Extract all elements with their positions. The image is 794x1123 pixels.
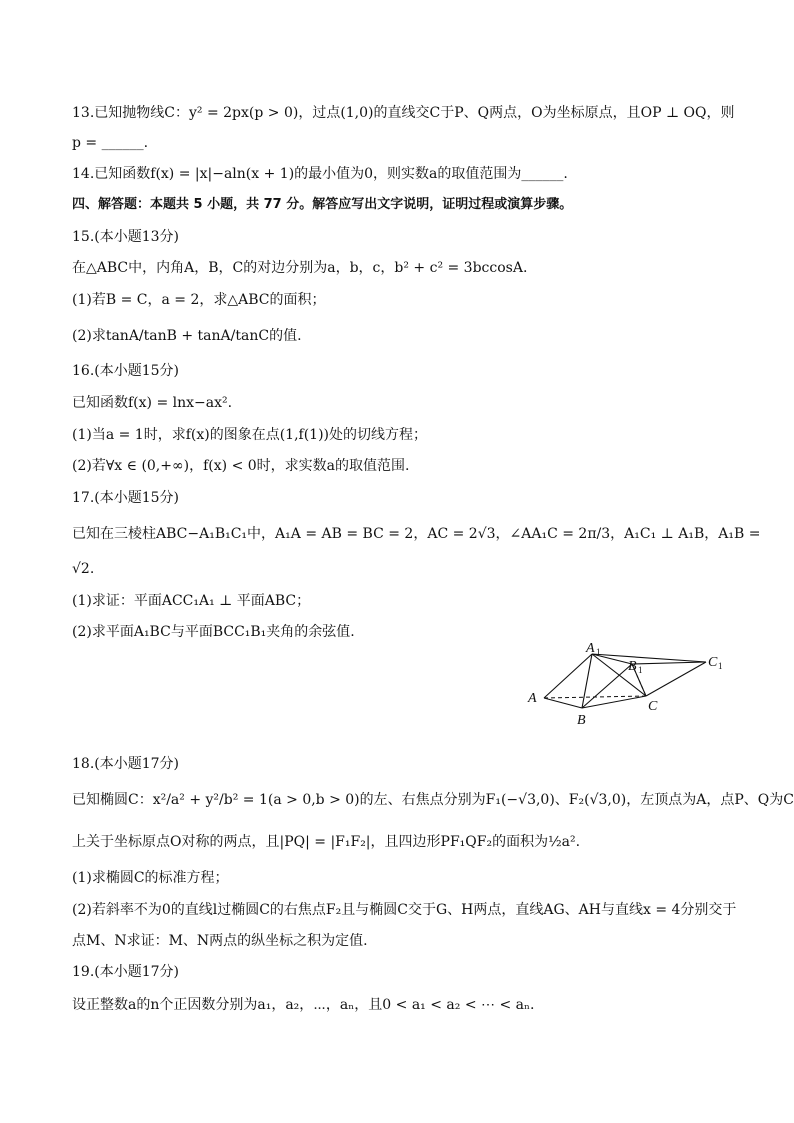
label-C1: C <box>708 655 718 670</box>
label-A1-sub: 1 <box>596 647 601 657</box>
q18-part1: (1)求椭圆C的标准方程； <box>72 870 229 886</box>
q18-stem-line2: 上关于坐标原点O对称的两点，且|PQ| = |F₁F₂|，且四边形PF₁QF₂的面积为½a². <box>72 834 581 850</box>
q18-stem-line1: 已知椭圆C：x²/a² + y²/b² = 1(a > 0,b > 0)的左、右焦点分别为F₁(−√3,0)、F₂(√3,0)，左顶点为A，点P、Q为C <box>72 792 794 808</box>
label-A1: A <box>586 642 595 656</box>
label-A: A <box>528 691 537 706</box>
q15-part2: (2)求tanA/tanB + tanA/tanC的值. <box>72 328 302 344</box>
q13-line2: p = ______. <box>72 135 149 151</box>
q16-part1: (1)当a = 1时，求f(x)的图象在点(1,f(1))处的切线方程； <box>72 427 428 443</box>
q17-title: 17.(本小题15分) <box>72 490 180 506</box>
q15-part1: (1)若B = C，a = 2，求△ABC的面积； <box>72 292 326 308</box>
label-B1-sub: 1 <box>638 665 643 675</box>
prism-diagram <box>524 642 728 728</box>
label-C1-sub: 1 <box>718 661 723 671</box>
q14-line: 14.已知函数f(x) = |x|−aln(x + 1)的最小值为0，则实数a的取值范围为______. <box>72 166 568 182</box>
q19-stem: 设正整数a的n个正因数分别为a₁，a₂，⋯，aₙ，且0 < a₁ < a₂ < ⋯ < aₙ. <box>72 997 535 1013</box>
q16-stem: 已知函数f(x) = lnx−ax². <box>72 395 233 411</box>
q15-title: 15.(本小题13分) <box>72 229 180 245</box>
q13-line1: 13.已知抛物线C：y² = 2px(p > 0)，过点(1,0)的直线交C于P、Q两点，O为坐标原点，且OP ⊥ OQ，则 <box>72 105 735 121</box>
label-C: C <box>648 699 658 714</box>
q16-part2: (2)若∀x ∈ (0,+∞)，f(x) < 0时，求实数a的取值范围. <box>72 458 410 474</box>
label-B1: B <box>628 659 637 674</box>
prism-figure <box>524 642 728 728</box>
q16-title: 16.(本小题15分) <box>72 363 180 379</box>
q18-title: 18.(本小题17分) <box>72 756 180 772</box>
q15-stem: 在△ABC中，内角A，B，C的对边分别为a，b，c，b² + c² = 3bccosA. <box>72 260 528 276</box>
q19-title: 19.(本小题17分) <box>72 964 180 980</box>
q18-part2-line2: 点M、N求证：M、N两点的纵坐标之积为定值. <box>72 933 368 949</box>
q18-part2-line1: (2)若斜率不为0的直线l过椭圆C的右焦点F₂且与椭圆C交于G、H两点，直线AG、AH与直线x = 4分别交于 <box>72 902 737 918</box>
q17-stem-line2: √2. <box>72 561 95 577</box>
q17-part2: (2)求平面A₁BC与平面BCC₁B₁夹角的余弦值. <box>72 624 355 640</box>
section4-heading: 四、解答题：本题共 5 小题，共 77 分。解答应写出文字说明，证明过程或演算步骤。 <box>72 197 573 212</box>
label-B: B <box>577 713 586 728</box>
q17-part1: (1)求证：平面ACC₁A₁ ⊥ 平面ABC； <box>72 593 311 609</box>
q17-stem-line1: 已知在三棱柱ABC−A₁B₁C₁中，A₁A = AB = BC = 2，AC = 2√3，∠AA₁C = 2π/3，A₁C₁ ⊥ A₁B，A₁B = <box>72 526 761 542</box>
